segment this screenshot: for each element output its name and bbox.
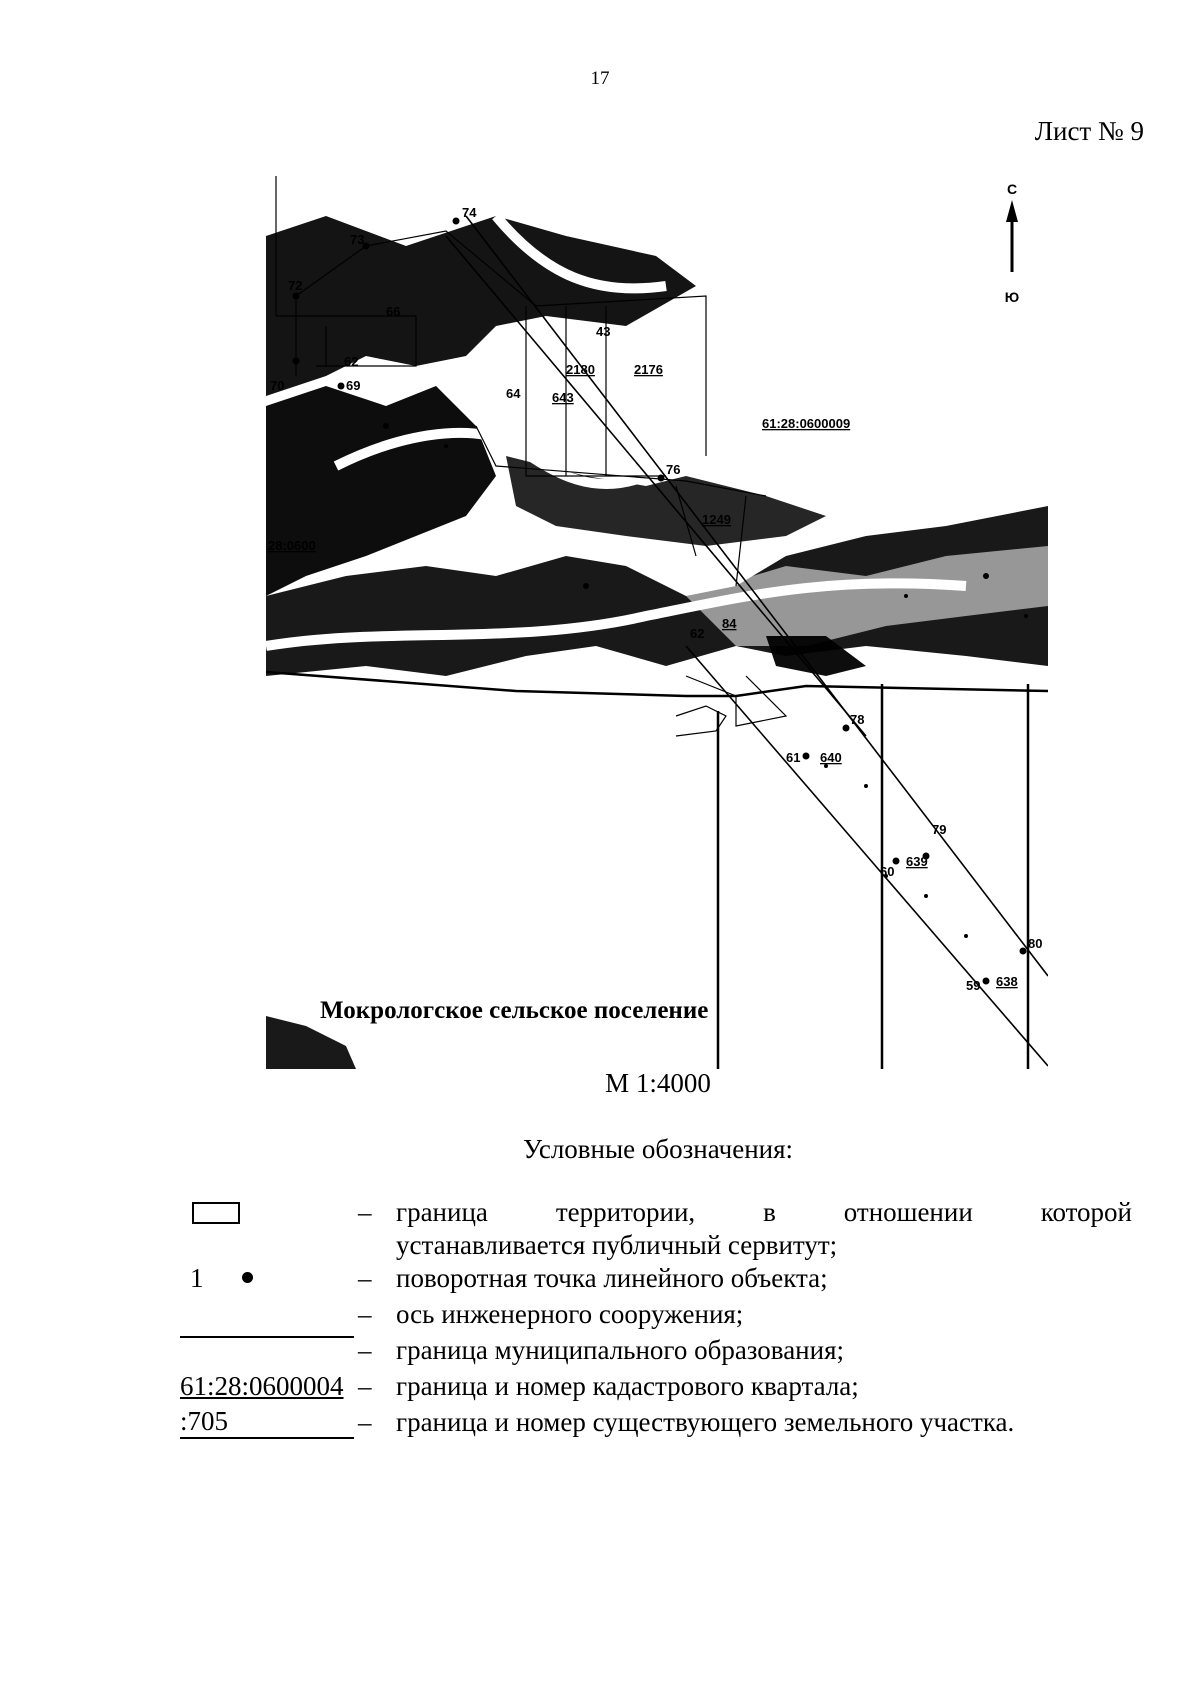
legend-dash: – — [358, 1299, 372, 1329]
north-arrow-icon — [1006, 200, 1018, 222]
settlement-label: Мокрологское сельское поселение — [320, 997, 709, 1024]
legend-text: поворотная точка линейного объекта; — [396, 1263, 828, 1293]
legend-row-cadastral-quarter — [180, 1370, 1132, 1406]
point-label: 62 — [690, 626, 705, 641]
north-arrow — [1005, 181, 1019, 305]
dot-icon — [242, 1272, 253, 1283]
south-label: Ю — [1004, 289, 1020, 305]
legend-title: Условные обозначения: — [522, 1134, 794, 1164]
legend-dash: – — [358, 1263, 372, 1293]
legend-text: устанавливается публичный сервитут; — [396, 1230, 838, 1260]
legend-text: ось инженерного сооружения; — [396, 1299, 744, 1329]
cadastral-quarter-symbol: 61:28:0600004 — [180, 1371, 344, 1401]
legend-text: граница территории, в отношении которой — [396, 1197, 1132, 1227]
point-label: 78 — [850, 712, 865, 727]
parcel-label: 84 — [722, 616, 737, 631]
point-label: 43 — [596, 324, 611, 339]
sheet-label: Лист № 9 — [1034, 116, 1144, 146]
parcel-label: 2176 — [634, 362, 663, 377]
parcel-label: 2180 — [566, 362, 595, 377]
legend-text: граница и номер кадастрового квартала; — [396, 1371, 859, 1401]
scale-label: М 1:4000 — [605, 1068, 711, 1098]
legend-row-servitude-boundary — [180, 1196, 1132, 1262]
point-label: 74 — [462, 205, 477, 220]
cadastral-quarter-label: 28:0600 — [268, 538, 316, 553]
legend-row-municipal-boundary — [180, 1334, 1132, 1370]
legend-row-parcel — [180, 1406, 1132, 1442]
point-label: 61 — [786, 750, 801, 765]
legend-text: граница и номер существующего земельного участка. — [396, 1407, 1015, 1437]
point-label: 70 — [270, 378, 285, 393]
point-label: 69 — [346, 378, 361, 393]
point-label: 72 — [288, 278, 303, 293]
legend — [180, 1196, 1132, 1442]
terrain-imagery — [266, 216, 1048, 1069]
page-number: 17 — [590, 68, 610, 89]
point-label: 79 — [932, 822, 947, 837]
legend-dash: – — [358, 1371, 372, 1401]
point-label: 73 — [350, 232, 365, 247]
point-label: 76 — [666, 462, 681, 477]
legend-text: граница муниципального образования; — [396, 1335, 845, 1365]
point-number-symbol: 1 — [190, 1263, 204, 1293]
parcel-label: 640 — [820, 750, 842, 765]
north-label: С — [1006, 181, 1018, 197]
legend-dash: – — [358, 1197, 372, 1227]
legend-dash: – — [358, 1335, 372, 1365]
parcel-label: 1249 — [702, 512, 731, 527]
point-label: 62 — [344, 354, 359, 369]
point-label: 80 — [1028, 936, 1043, 951]
legend-dash: – — [358, 1407, 372, 1437]
legend-row-engineering-axis — [180, 1298, 1132, 1334]
point-label: 66 — [386, 304, 401, 319]
parcel-label: 638 — [996, 974, 1018, 989]
point-label: 64 — [506, 386, 521, 401]
cadastral-quarter-label: 61:28:0600009 — [762, 416, 851, 431]
map-canvas — [266, 176, 1048, 1069]
parcel-symbol: :705 — [180, 1406, 354, 1439]
point-label: 60 — [880, 864, 895, 879]
parcel-label: 643 — [552, 390, 574, 405]
legend-row-turning-point — [180, 1262, 1132, 1298]
line-icon — [180, 1336, 354, 1338]
map — [266, 176, 1048, 1069]
rectangle-icon — [192, 1202, 240, 1224]
parcel-label: 639 — [906, 854, 928, 869]
point-label: 59 — [966, 978, 981, 993]
